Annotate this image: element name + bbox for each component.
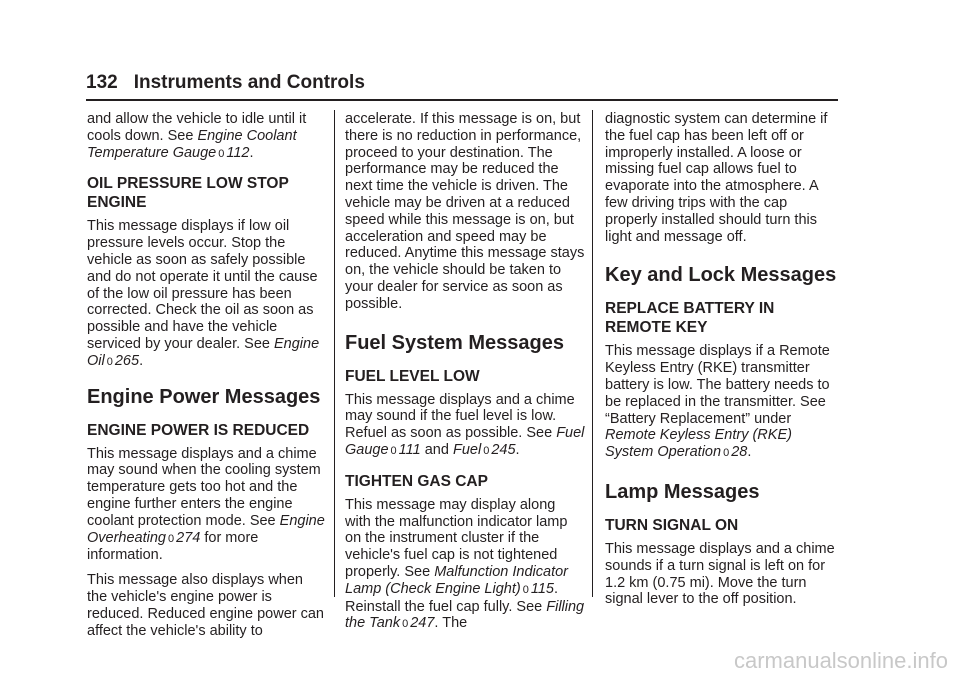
cross-reference-link[interactable]: Fuel xyxy=(452,441,482,458)
header-rule xyxy=(86,99,838,101)
page-ref[interactable]: 112 xyxy=(226,144,250,161)
heading-tighten-gas-cap: TIGHTEN GAS CAP xyxy=(345,472,488,490)
paragraph: and allow the vehicle to idle until it cools down. See Engine Coolant Temperature Gauge 0 112. xyxy=(87,111,307,161)
heading-fuel-system-messages: Fuel System Messages xyxy=(345,331,564,354)
page-number: 132 xyxy=(86,72,118,93)
column-2 xyxy=(345,111,585,641)
page-ref[interactable]: 274 xyxy=(176,529,201,546)
page-ref-arrow-icon: 0 xyxy=(483,444,490,457)
heading-turn-signal-on: TURN SIGNAL ON xyxy=(605,516,739,534)
paragraph: This message displays and a chime sounds if a turn signal is left on for 1.2 km (0.75 mi). Move the turn signal lever to the off position. xyxy=(605,540,835,608)
cross-reference-link[interactable]: Engine Overheating xyxy=(87,512,325,546)
page-ref-arrow-icon: 0 xyxy=(390,444,397,457)
paragraph: This message displays if a Remote Keyless Entry (RKE) transmitter battery is low. The battery needs to be replaced in the transmitter. See “Battery Replacement” under Remote Keyless Entry (RKE) System Operation 0 28. xyxy=(605,343,830,461)
heading-replace-battery: REPLACE BATTERY IN REMOTE KEY xyxy=(605,300,775,337)
paragraph: This message displays and a chime may sound when the cooling system temperature gets too hot and the engine further enters the engine coolant protection mode. See Engine Overheating 0 274 for more information. xyxy=(87,445,325,564)
heading-key-and-lock-messages: Key and Lock Messages xyxy=(605,264,837,287)
heading-engine-power-messages: Engine Power Messages xyxy=(87,385,321,408)
page-ref[interactable]: 265 xyxy=(114,352,140,369)
heading-oil-pressure: OIL PRESSURE LOW STOP ENGINE xyxy=(87,175,289,212)
page-ref-arrow-icon: 0 xyxy=(168,532,175,545)
page-ref[interactable]: 245 xyxy=(491,441,516,458)
paragraph: This message displays if low oil pressure levels occur. Stop the vehicle as soon as safely possible and do not operate it until the cause of the low oil pressure has been corrected. Check the oil as soon as possible and have the vehicle serviced by your dealer. See Engine Oil 0 265. xyxy=(87,218,320,369)
page-ref[interactable]: 115 xyxy=(530,580,554,597)
page-ref-arrow-icon: 0 xyxy=(218,147,225,160)
heading-lamp-messages: Lamp Messages xyxy=(605,480,760,503)
paragraph: accelerate. If this message is on, but there is no reduction in performance, proceed to your destination. The performance may be reduced the next time the vehicle is driven. The vehicle may be driven at a reduced speed while this message is on, but acceleration and speed may be reduced. Anytime this message stays on, the vehicle should be taken to your dealer for service as soon as possible. xyxy=(345,111,585,312)
paragraph: This message also displays when the vehicle's engine power is reduced. Reduced engine power can affect the vehicle's ability to xyxy=(87,572,324,639)
paragraph: diagnostic system can determine if the fuel cap has been left off or improperly installed. A loose or missing fuel cap allows fuel to evaporate into the atmosphere. A few driving trips with the cap properly installed should turn this light and message off. xyxy=(605,111,828,245)
cross-reference-link[interactable]: Remote Keyless Entry (RKE) System Operation xyxy=(605,427,792,461)
cross-reference-link[interactable]: Malfunction Indicator Lamp (Check Engine Light) xyxy=(345,563,568,597)
heading-engine-power-reduced: ENGINE POWER IS REDUCED xyxy=(87,421,310,439)
column-divider-2 xyxy=(592,110,593,597)
cross-reference-link[interactable]: Fuel Gauge xyxy=(345,425,585,458)
cross-reference-link[interactable]: Filling the Tank xyxy=(345,598,585,632)
column-divider-1 xyxy=(334,110,335,597)
page-ref[interactable]: 111 xyxy=(398,441,421,458)
page-ref[interactable]: 28 xyxy=(731,444,748,461)
page-ref-arrow-icon: 0 xyxy=(522,583,529,596)
page-ref[interactable]: 247 xyxy=(410,615,435,632)
heading-fuel-level-low: FUEL LEVEL LOW xyxy=(345,367,480,385)
column-3 xyxy=(605,111,841,616)
page-ref-arrow-icon: 0 xyxy=(402,618,409,631)
section-title: Instruments and Controls xyxy=(133,72,365,93)
page-ref-arrow-icon: 0 xyxy=(106,355,113,368)
paragraph: This message displays and a chime may sound if the fuel level is low. Refuel as soon as possible. See Fuel Gauge 0 111 and Fuel 0 245. xyxy=(345,391,585,458)
watermark: carmanualsonline.info xyxy=(733,648,948,673)
paragraph: This message may display along with the malfunction indicator lamp on the instrument cluster if the vehicle's fuel cap is not tightened properly. See Malfunction Indicator Lamp (Check Engine Light) 0 115. Reinstall the fuel cap fully. See Filling the Tank 0 247. The xyxy=(345,496,585,632)
page-header xyxy=(86,72,365,94)
cross-reference-link[interactable]: Engine Coolant Temperature Gauge xyxy=(87,127,297,161)
page-ref-arrow-icon: 0 xyxy=(723,447,730,460)
cross-reference-link[interactable]: Engine Oil xyxy=(87,335,320,369)
column-1 xyxy=(87,111,327,647)
